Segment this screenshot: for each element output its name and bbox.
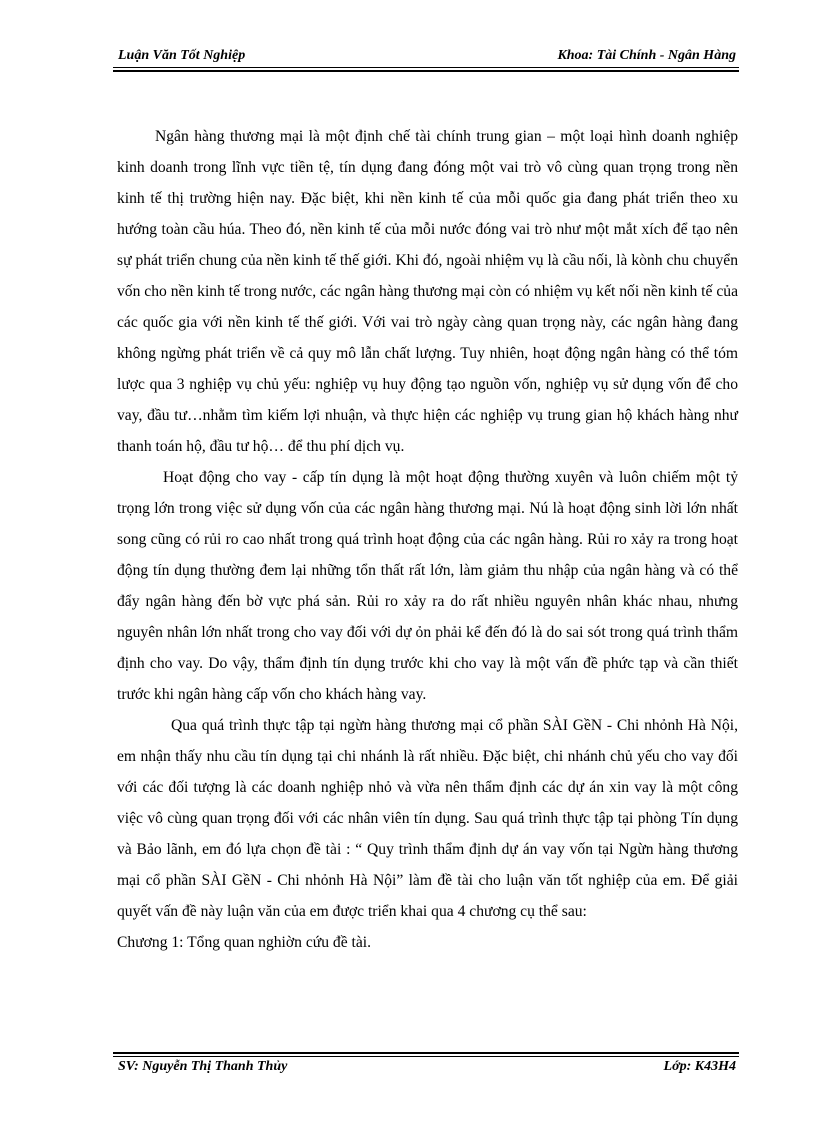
footer-divider (113, 1056, 739, 1057)
paragraph-1: Ngân hàng thương mại là một định chế tài chính trung gian – một loại hình doanh nghiệp kinh doanh trong lĩnh vực tiền tệ, tín dụng đang đóng một vai trò vô cùng quan trọng trong nền kinh tế thị trường hiện nay. Đặc biệt, khi nền kinh tế của mỗi quốc gia đang phát triển theo xu hướng toàn cầu húa. Theo đó, nền kinh tế của mỗi nước đóng vai trò như một mắt xích để tạo nên sự phát triển chung của nền kinh tế thế giới. Khi đó, ngoài nhiệm vụ là cầu nối, là kònh chu chuyển vốn cho nền kinh tế trong nước, các ngân hàng thương mại còn có nhiệm vụ kết nối nền kinh tế của các quốc gia với nền kinh tế thế giới. Với vai trò ngày càng quan trọng này, các ngân hàng đang không ngừng phát triển về cả quy mô lẫn chất lượng. Tuy nhiên, hoạt động ngân hàng có thể tóm lược qua 3 nghiệp vụ chủ yếu: nghiệp vụ huy động tạo nguồn vốn, nghiệp vụ sử dụng vốn để cho vay, đầu tư…nhằm tìm kiếm lợi nhuận, và thực hiện các nghiệp vụ trung gian hộ khách hàng như thanh toán hộ, đầu tư hộ… để thu phí dịch vụ. (117, 128, 738, 455)
header-divider (113, 67, 739, 68)
footer-student-name: SV: Nguyễn Thị Thanh Thủy (118, 1059, 288, 1074)
document-body (117, 121, 738, 958)
page-header (118, 48, 736, 64)
header-title-left: Luận Văn Tốt Nghiệp (118, 48, 246, 63)
paragraph-2: Hoạt động cho vay - cấp tín dụng là một hoạt động thường xuyên và luôn chiếm một tỷ trọng lớn trong việc sử dụng vốn của các ngân hàng thương mại. Nú là hoạt động sinh lời lớn nhất song cũng có rủi ro cao nhất trong quá trình hoạt động của các ngân hàng. Rủi ro xảy ra trong hoạt động tín dụng thường đem lại những tổn thất rất lớn, làm giảm thu nhập của ngân hàng và có thể đẩy ngân hàng đến bờ vực phá sản. Rủi ro xảy ra do rất nhiều nguyên nhân khác nhau, nhưng nguyên nhân lớn nhất trong cho vay đối với dự ỏn phải kể đến đó là do sai sót trong quá trình thẩm định cho vay. Do vậy, thẩm định tín dụng trước khi cho vay là một vấn đề phức tạp và cần thiết trước khi ngân hàng cấp vốn cho khách hàng vay. (117, 469, 738, 703)
footer-class: Lớp: K43H4 (663, 1059, 736, 1074)
header-title-right: Khoa: Tài Chính - Ngân Hàng (557, 48, 736, 63)
header-divider-thick (113, 70, 739, 72)
page-footer (118, 1059, 736, 1075)
paragraph-4: Chương 1: Tổng quan nghiờn cứu đề tài. (117, 934, 371, 951)
footer-divider-thick (113, 1052, 739, 1054)
paragraph-3: Qua quá trình thực tập tại ngừn hàng thương mại cổ phần SÀI GềN - Chi nhỏnh Hà Nội, em nhận thấy nhu cầu tín dụng tại chi nhánh là rất nhiều. Đặc biệt, chi nhánh chủ yếu cho vay đối với các đối tượng là các doanh nghiệp nhỏ và vừa nên thẩm định các dự án xin vay là một công việc vô cùng quan trọng đối với các nhân viên tín dụng. Sau quá trình thực tập tại phòng Tín dụng và Bảo lãnh, em đó lựa chọn đề tài : “ Quy trình thẩm định dự án vay vốn tại Ngừn hàng thương mại cổ phần SÀI GềN - Chi nhỏnh Hà Nội” làm đề tài cho luận văn tốt nghiệp của em. Để giải quyết vấn đề này luận văn của em được triển khai qua 4 chương cụ thể sau: (117, 717, 738, 920)
